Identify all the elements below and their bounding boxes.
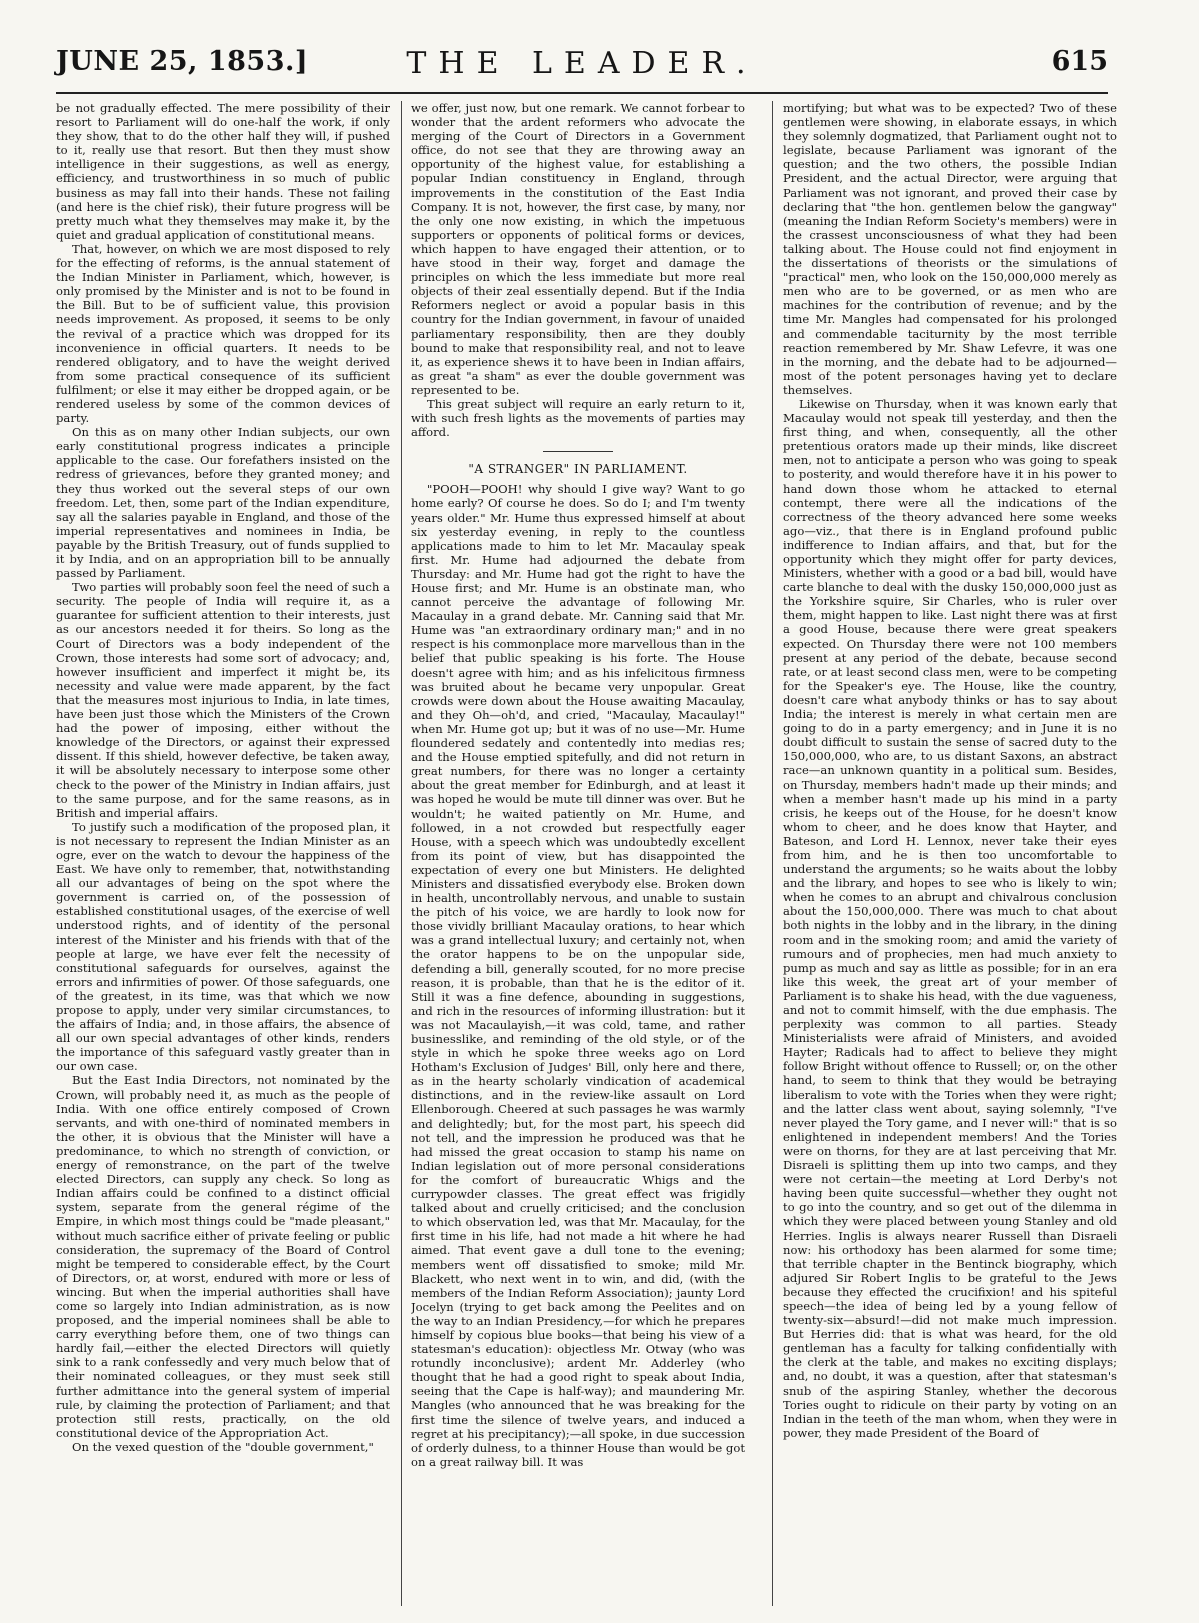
- paragraph: be not gradually effected. The mere possibility of their resort to Parliament will do one-half the work, if only they show, that to do the other half they will, if pushed to it, really use that resort. But then they must show intelligence in their suggestions, as well as energy, efficiency, and trustworthiness in so much of public business as may fall into their hands. These not failing (and here is the chief risk), their future progress will be pretty much what they themselves may make it, by the quiet and gradual application of constitutional means.: [56, 101, 390, 242]
- article-column-1: [56, 101, 390, 1601]
- article-column-3: [783, 101, 1117, 1601]
- paragraph: we offer, just now, but one remark. We cannot forbear to wonder that the ardent reformers who advocate the merging of the Court of Directors in a Government office, do not see that they are throwing away an opportunity of the highest value, for establishing a popular Indian constituency in England, through improvements in the constitution of the East India Company. It is not, however, the first case, by many, nor the only one now existing, in which the impetuous supporters or opponents of political forms or devices, which happen to have engaged their attention, or to have stood in their way, forget and damage the principles on which the less immediate but more real objects of their zeal essentially depend. But if the India Reformers neglect or avoid a popular basis in this country for the Indian government, in favour of unaided parliamentary responsibility, then are they doubly bound to make that responsibility real, and not to leave it, as experience shews it to have been in Indian affairs, as great "a sham" as ever the double government was represented to be.: [411, 101, 745, 397]
- column-divider: [401, 101, 402, 1606]
- issue-date: JUNE 25, 1853.]: [56, 46, 309, 77]
- masthead: [56, 40, 1108, 94]
- paragraph: To justify such a modification of the proposed plan, it is not necessary to represent the Indian Minister as an ogre, ever on the watch to devour the happiness of the East. We have only to remember, that, notwithstanding all our advantages of being on the spot where the government is carried on, of the possession of established constitutional usages, of the exercise of well understood rights, and of identity of the personal interest of the Minister and his friends with that of the people at large, we have ever felt the necessity of constitutional safeguards for ourselves, against the errors and infirmities of power. Of those safeguards, one of the greatest, in its time, was that which we now propose to apply, under very similar circumstances, to the affairs of India; and, in those affairs, the absence of all our own special advantages of other kinds, renders the importance of this safeguard vastly greater than in our own case.: [56, 819, 390, 1074]
- paragraph: mortifying; but what was to be expected? Two of these gentlemen were showing, in elaborate essays, in which they solemnly dogmatized, that Parliament ought not to legislate, because Parliament was ignorant of the question; and the two others, the possible Indian President, and the actual Director, were arguing that Parliament was not ignorant, and proved their case by declaring that "the hon. gentlemen below the gangway" (meaning the Indian Reform Society's members) were in the crassest unconsciousness of what they had been talking about. The House could not find enjoyment in the dissertations of theorists or the simulations of "practical" men, who look on the 150,000,000 merely as men who are to be governed, or as men who are machines for the contribution of revenue; and by the time Mr. Mangles had compensated for his prolonged and commendable taciturnity by the most terrible reaction remembered by Mr. Shaw Lefevre, it was one in the morning, and the debate had to be adjourned—most of the potent personages having yet to declare themselves.: [783, 101, 1117, 397]
- article-column-2: [411, 101, 745, 1601]
- paragraph: This great subject will require an early return to it, with such fresh lights as the movements of parties may afford.: [411, 396, 745, 440]
- column-divider: [772, 101, 773, 1606]
- paragraph: On the vexed question of the "double government,": [72, 1439, 374, 1454]
- paragraph: But the East India Directors, not nominated by the Crown, will probably need it, as much as the people of India. With one office entirely composed of Crown servants, and with one-third of nominated members in the other, it is obvious that the Minister will have a predominance, to which no strength of conviction, or energy of remonstrance, on the part of the twelve elected Directors, can supply any check. So long as Indian affairs could be confined to a distinct official system, separate from the general régime of the Empire, in which most things could be "made pleasant," without much sacrifice either of private feeling or public consideration, the supremacy of the Board of Control might be tempered to considerable effect, by the Court of Directors, or, at worst, endured with more or less of wincing. But when the imperial authorities shall have come so largely into Indian administration, as is now proposed, and the imperial nominees shall be able to carry everything before them, one of two things can hardly fail,—either the elected Directors will quietly sink to a rank confessedly and very much below that of their nominated colleagues, or they must seek still further admittance into the general system of imperial rule, by claiming the protection of Parliament; and that protection still rests, practically, on the old constitutional device of the Appropriation Act.: [56, 1073, 390, 1440]
- paragraph: That, however, on which we are most disposed to rely for the effecting of reforms, is the annual statement of the Indian Minister in Parliament, which, however, is only promised by the Minister and is not to be found in the Bill. But to be of sufficient value, this provision needs improvement. As proposed, it seems to be only the revival of a practice which was dropped for its inconvenience in official quarters. It needs to be rendered obligatory, and to have the weight derived from some practical consequence of its sufficient fulfilment; or else it may either be dropped again, or be rendered useless by some of the common devices of party.: [56, 241, 390, 426]
- paragraph: Two parties will probably soon feel the need of such a security. The people of India will require it, as a guarantee for sufficient attention to their interests, just as our ancestors needed it for theirs. So long as the Court of Directors was a body independent of the Crown, those interests had some sort of advocacy; and, however insufficient and imperfect it might be, its necessity and value were made apparent, by the fact that the measures most injurious to India, in late times, have been just those which the Ministers of the Crown had the power of imposing, either without the knowledge of the Directors, or against their expressed dissent. If this shield, however defective, be taken away, it will be absolutely necessary to interpose some other check to the power of the Ministry in Indian affairs, just to the same purpose, and for the same reasons, as in British and imperial affairs.: [56, 580, 390, 820]
- paragraph: On this as on many other Indian subjects, our own early constitutional progress indicates a principle applicable to the case. Our forefathers insisted on the redress of grievances, before they granted money; and they thus worked out the several steps of our own freedom. Let, then, some part of the Indian expenditure, say all the salaries payable in England, and those of the imperial representatives and nominees in India, be payable by the British Treasury, out of funds supplied to it by India, and on an appropriation bill to be annually passed by Parliament.: [56, 425, 390, 581]
- page-number: 615: [1051, 46, 1108, 77]
- section-separator: [543, 451, 613, 452]
- paragraph: "POOH—POOH! why should I give way? Want to go home early? Of course he does. So do I; and I'm twenty years older." Mr. Hume thus expressed himself at about six yesterday evening, in reply to the countless applications made to him to let Mr. Macaulay speak first. Mr. Hume had adjourned the debate from Thursday: and Mr. Hume had got the right to have the House first; and Mr. Hume is an obstinate man, who cannot perceive the advantage of following Mr. Macaulay in a grand debate. Mr. Canning said that Mr. Hume was "an extraordinary ordinary man;" and in no respect is his commonplace more marvellous than in the belief that public speaking is his forte. The House doesn't agree with him; and as his infelicitous firmness was bruited about he became very unpopular. Great crowds were down about the House awaiting Macaulay, and they Oh—oh'd, and cried, "Macaulay, Macaulay!" when Mr. Hume got up; but it was of no use—Mr. Hume floundered sedately and contentedly into medias res; and the House emptied spitefully, and did not return in great numbers, for there was no longer a certainty about the great member for Edinburgh, and at least it was hoped he would be mute till dinner was over. But he wouldn't; he waited patiently on Mr. Hume, and followed, in a not crowded but respectfully eager House, with a speech which was undoubtedly excellent from its point of view, but has disappointed the expectation of every one but Ministers. He delighted Ministers and dissatisfied everybody else. Broken down in health, uncontrollably nervous, and unable to sustain the pitch of his voice, we are hardly to look now for those vividly brilliant Macaulay orations, to hear which was a grand intellectual luxury; and certainly not, when the orator happens to be on the unpopular side, defending a bill, generally scouted, for no more precise reason, it is probable, than that he is the editor of it. Still it was a fine defence, abounding in suggestions, and rich in the resources of informing illustration: but it was not Macaulayish,—it was cold, tame, and rather businesslike, and reminding of the old style, or of the style in which he spoke three weeks ago on Lord Hotham's Exclusion of Judges' Bill, only here and there, as in the hearty scholarly vindication of academical distinctions, and in the review-like assault on Lord Ellenborough. Cheered at such passages he was warmly and delightedly; but, for the most part, his speech did not tell, and the impression he produced was that he had missed the great occasion to stamp his name on Indian legislation out of more personal considerations for the comfort of bureaucratic Whigs and the currypowder classes. The great effect was frigidly talked about and cruelly criticised; and the conclusion to which observation led, was that Mr. Macaulay, for the first time in his life, had not made a hit where he had aimed. That event gave a dull tone to the evening; members went off dissatisfied to smoke; mild Mr. Blackett, who next went in to win, and did, (with the members of the Indian Reform Association); jaunty Lord Jocelyn (trying to get back among the Peelites and on the way to an Indian Presidency,—for which he prepares himself by copious blue books—that being his view of a statesman's education): objectless Mr. Otway (who was rotundly inconclusive); ardent Mr. Adderley (who thought that he had a good right to speak about India, seeing that the Cape is half-way); and maundering Mr. Mangles (who announced that he was breaking for the first time the silence of twelve years, and induced a regret at his precipitancy);—all spoke, in due succession of orderly dulness, to a thinner House than would be got on a great railway bill. It was: [411, 482, 745, 1469]
- paragraph: Likewise on Thursday, when it was known early that Macaulay would not speak till yesterday, and then the first thing, and when, consequently, all the other pretentious orators made up their minds, like discreet men, not to anticipate a person who was going to speak to posterity, and would therefore have it in his power to hand down those whom he attacked to eternal contempt, there were all the indications of the correctness of the theory advanced here some weeks ago—viz., that there is in England profound public indifference to Indian affairs, and that, but for the opportunity which they might offer for party devices, Ministers, whether with a good or a bad bill, would have carte blanche to deal with the dusky 150,000,000 just as the Yorkshire squire, Sir Charles, who is ruler over them, might happen to like. Last night there was at first a good House, because there were great speakers expected. On Thursday there were not 100 members present at any period of the debate, because second rate, or at least second class men, were to be competing for the Speaker's eye. The House, like the country, doesn't care what anybody thinks or has to say about India; the interest is merely in what certain men are going to do in a party emergency; and in June it is no doubt difficult to sustain the sense of sacred duty to the 150,000,000, who are, to us distant Saxons, an abstract race—an unknown quantity in a political sum. Besides, on Thursday, members hadn't made up their minds; and when a member hasn't made up his mind in a party crisis, he keeps out of the House, for he doesn't know whom to cheer, and he does know that Hayter, and Bateson, and Lord H. Lennox, never take their eyes from him, and he is then too uncomfortable to understand the arguments; so he waits about the lobby and the library, and hopes to see who is likely to win; when he comes to an abrupt and chivalrous conclusion about the 150,000,000. There was much to chat about both nights in the lobby and in the library, in the dining room and in the smoking room; and amid the variety of rumours and of prophecies, men had much anxiety to pump as much and say as little as possible; for in an era like this week, the great art of your member of Parliament is to shake his head, with the due vagueness, and not to commit himself, with the due emphasis. The perplexity was common to all parties. Steady Ministerialists were afraid of Ministers, and avoided Hayter; Radicals had to affect to believe they might follow Bright without offence to Russell; or, on the other hand, to seem to think that they would be betraying liberalism to vote with the Tories when they were right; and the latter class went about, saying solemnly, "I've never played the Tory game, and I never will:" that is so enlightened in independent members! And the Tories were on thorns, for they are at last perceiving that Mr. Disraeli is splitting them up into two camps, and they were not certain—the meeting at Lord Derby's not having been quite successful—whether they ought not to go into the country, and so get out of the dilemma in which they were placed between young Stanley and old Herries. Inglis is always nearer Russell than Disraeli now: his orthodoxy has been alarmed for some time; that terrible chapter in the Bentinck biography, which adjured Sir Robert Inglis to be grateful to the Jews because they effected the crucifixion! and his spiteful speech—the idea of being led by a young fellow of twenty-six—absurd!—did not make much impression. But Herries did: that is what was heard, for the old gentleman has a faculty for talking confidentially with the clerk at the table, and makes no exciting displays; and, no doubt, it was a question, after that statesman's snub of the aspiring Stanley, whether the decorous Tories ought to ridicule on their party by voting on an Indian in the teeth of the man whom, when they were in power, they made President of the Board of: [783, 396, 1117, 1440]
- section-heading: "A STRANGER" IN PARLIAMENT.: [468, 462, 688, 477]
- newspaper-title: THE LEADER.: [406, 46, 758, 81]
